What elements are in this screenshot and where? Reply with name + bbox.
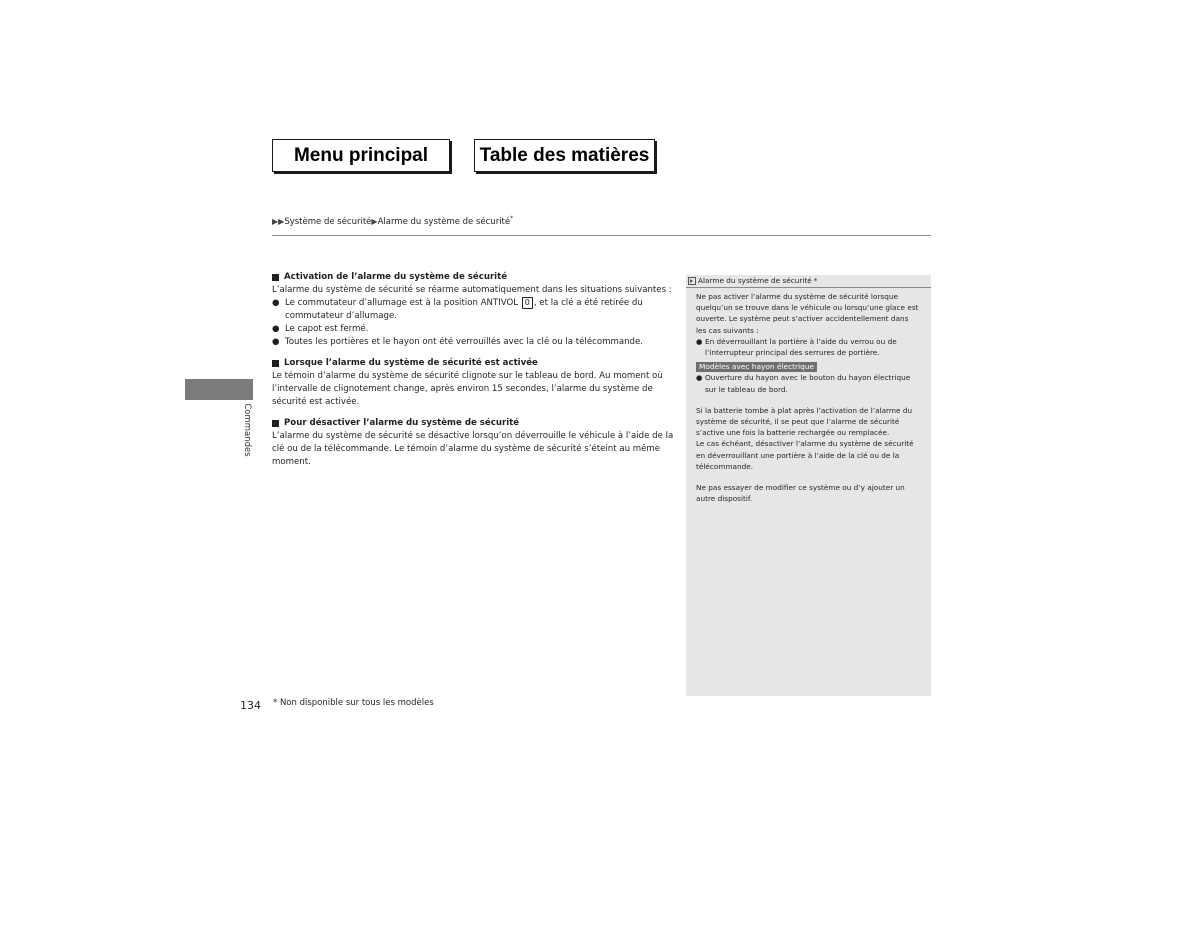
- section-square-icon: [272, 360, 279, 367]
- sidebar-title: [686, 275, 931, 288]
- section-activation: [272, 271, 677, 349]
- main-menu-button[interactable]: [272, 139, 450, 172]
- section-heading-text: Lorsque l’alarme du système de sécurité est activée: [284, 358, 538, 368]
- page-number: 134: [240, 699, 261, 712]
- bullet-icon: ●: [272, 324, 280, 334]
- ignition-position-key: 0: [522, 297, 533, 309]
- chapter-tab-marker: [185, 379, 253, 400]
- list-item-text: Le commutateur d’allumage est à la position ANTIVOL 0 , et la clé a été retirée du commutateur d’allumage.: [285, 298, 643, 321]
- header-divider: [272, 235, 931, 236]
- list-item: [272, 323, 677, 336]
- section-deactivation: [272, 417, 677, 469]
- reference-arrow-icon: [688, 277, 696, 285]
- bullet-icon: ●: [696, 336, 703, 346]
- section-body: Le témoin d’alarme du système de sécurité clignote sur le tableau de bord. Au moment où l’intervalle de clignotement change, après environ 15 secondes, l’alarme du système de sécurité est activée.: [272, 371, 663, 407]
- model-tag: Modèles avec hayon électrique: [696, 362, 817, 372]
- breadcrumb-arrows-icon: ▶▶: [272, 216, 285, 226]
- sidebar-list-item-text: En déverrouillant la portière à l’aide du verrou ou de l’interrupteur principal des serrures de portière.: [705, 336, 897, 358]
- footnote: * Non disponible sur tous les modèles: [273, 698, 434, 708]
- sidebar-list-item: [696, 372, 921, 394]
- breadcrumb-separator-icon: ▶: [371, 216, 378, 226]
- breadcrumb-item-security-alarm: Alarme du système de sécurité: [377, 216, 511, 227]
- sidebar-title-text: Alarme du système de sécurité: [698, 276, 812, 285]
- sidebar-note: [686, 275, 931, 696]
- section-square-icon: [272, 420, 279, 427]
- table-of-contents-label: Table des matières: [479, 144, 650, 166]
- breadcrumb-asterisk: *: [510, 215, 514, 222]
- bullet-icon: ●: [272, 337, 280, 347]
- sidebar-title-asterisk: *: [813, 276, 818, 285]
- sidebar-body: [686, 288, 931, 504]
- section-square-icon: [272, 274, 279, 281]
- section-heading-text: Pour désactiver l’alarme du système de sécurité: [284, 418, 520, 428]
- section-heading: [272, 271, 677, 284]
- section-heading: [272, 357, 677, 370]
- sidebar-paragraph: Ne pas essayer de modifier ce système ou d’y ajouter un autre dispositif.: [696, 483, 905, 504]
- bullet-icon: ●: [272, 298, 280, 308]
- sidebar-paragraph: Ne pas activer l’alarme du système de sécurité lorsque quelqu’un se trouve dans le véhicule ou lorsqu’une glace est ouverte. Le système peut s’activer accidentellement dans les cas suivants :: [696, 292, 919, 335]
- section-intro: L’alarme du système de sécurité se réarme automatiquement dans les situations suivantes :: [272, 285, 672, 295]
- list-item-text: Toutes les portières et le hayon ont été verrouillés avec la clé ou la télécommande.: [285, 337, 644, 347]
- section-heading-text: Activation de l’alarme du système de sécurité: [284, 272, 508, 282]
- bullet-icon: ●: [696, 373, 703, 383]
- list-item: [272, 297, 677, 323]
- section-when-activated: [272, 357, 677, 409]
- section-heading: [272, 417, 677, 430]
- section-body: L’alarme du système de sécurité se désactive lorsqu’on déverrouille le véhicule à l’aide de la clé ou de la télécommande. Le témoin d’alarme du système de sécurité s’éteint au même moment.: [272, 431, 674, 467]
- sidebar-paragraph: Le cas échéant, désactiver l’alarme du système de sécurité en déverrouillant une portière à l’aide de la clé ou de la télécommande.: [696, 439, 914, 471]
- breadcrumb-item-security-system[interactable]: Système de sécurité: [284, 216, 372, 227]
- main-content: [272, 271, 677, 477]
- sidebar-list-item: [696, 336, 921, 358]
- main-menu-label: Menu principal: [293, 144, 429, 166]
- chapter-tab-label: Commandes: [242, 403, 252, 457]
- list-item-text: Le capot est fermé.: [285, 324, 369, 334]
- breadcrumb: [272, 215, 513, 227]
- table-of-contents-button[interactable]: [474, 139, 655, 172]
- list-item: [272, 336, 677, 349]
- sidebar-list-item-text: Ouverture du hayon avec le bouton du hayon électrique sur le tableau de bord.: [705, 373, 911, 394]
- sidebar-paragraph: Si la batterie tombe à plat après l’activation de l’alarme du système de sécurité, il se peut que l’alarme de sécurité s’active une fois la batterie rechargée ou remplacée.: [696, 405, 913, 438]
